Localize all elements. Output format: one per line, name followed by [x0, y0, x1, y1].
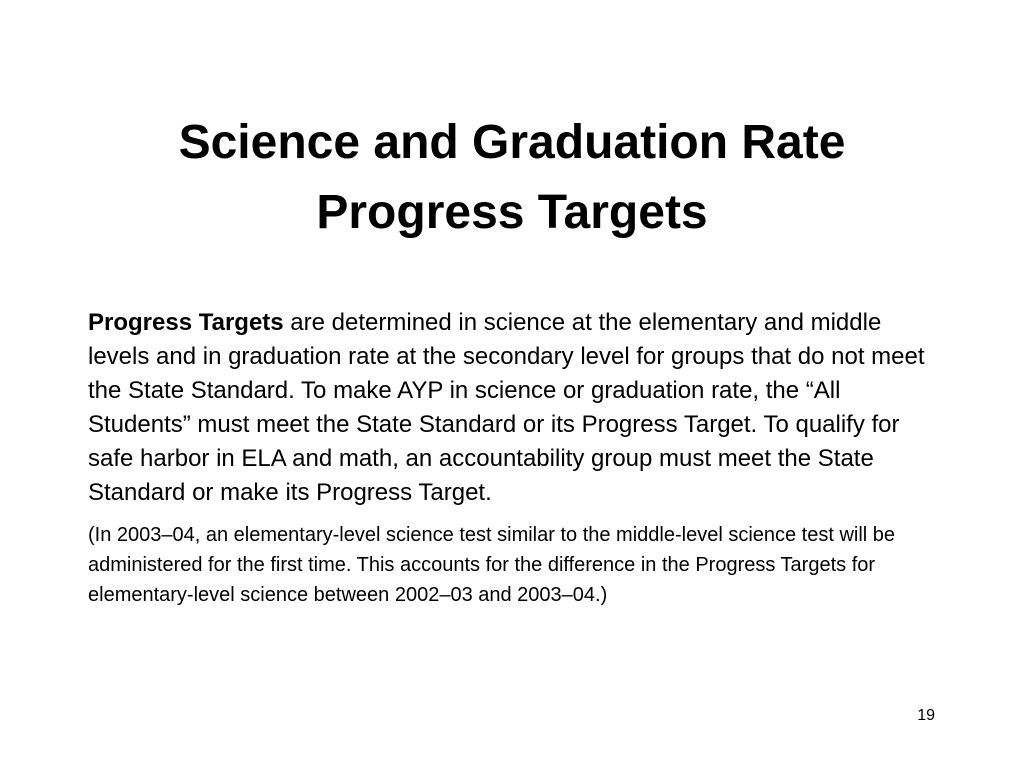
paragraph-lead-term: Progress Targets: [88, 309, 284, 336]
main-paragraph: [88, 306, 948, 510]
page-number: 19: [917, 707, 935, 724]
slide-title-line-1: Science and Graduation Rate: [178, 116, 846, 169]
paragraph-text: are determined in science at the elementary and middle levels and in graduation rate at the secondary level for groups that do not meet the State Standard. To make AYP in science or graduation rate, the “All Students” must meet the State Standard or its Progress Target. To qualify for safe harbor in ELA and math, an accountability group must meet the State Standard or make its Progress Target.: [88, 309, 925, 506]
slide-body: [88, 306, 948, 610]
slide-title-line-2: Progress Targets: [316, 186, 708, 239]
slide-title: [0, 108, 1024, 248]
note-paragraph: (In 2003–04, an elementary-level science test similar to the middle-level science test will be administered for the first time. This accounts for the difference in the Progress Targets for elementary-level science between 2002–03 and 2003–04.): [88, 524, 896, 606]
